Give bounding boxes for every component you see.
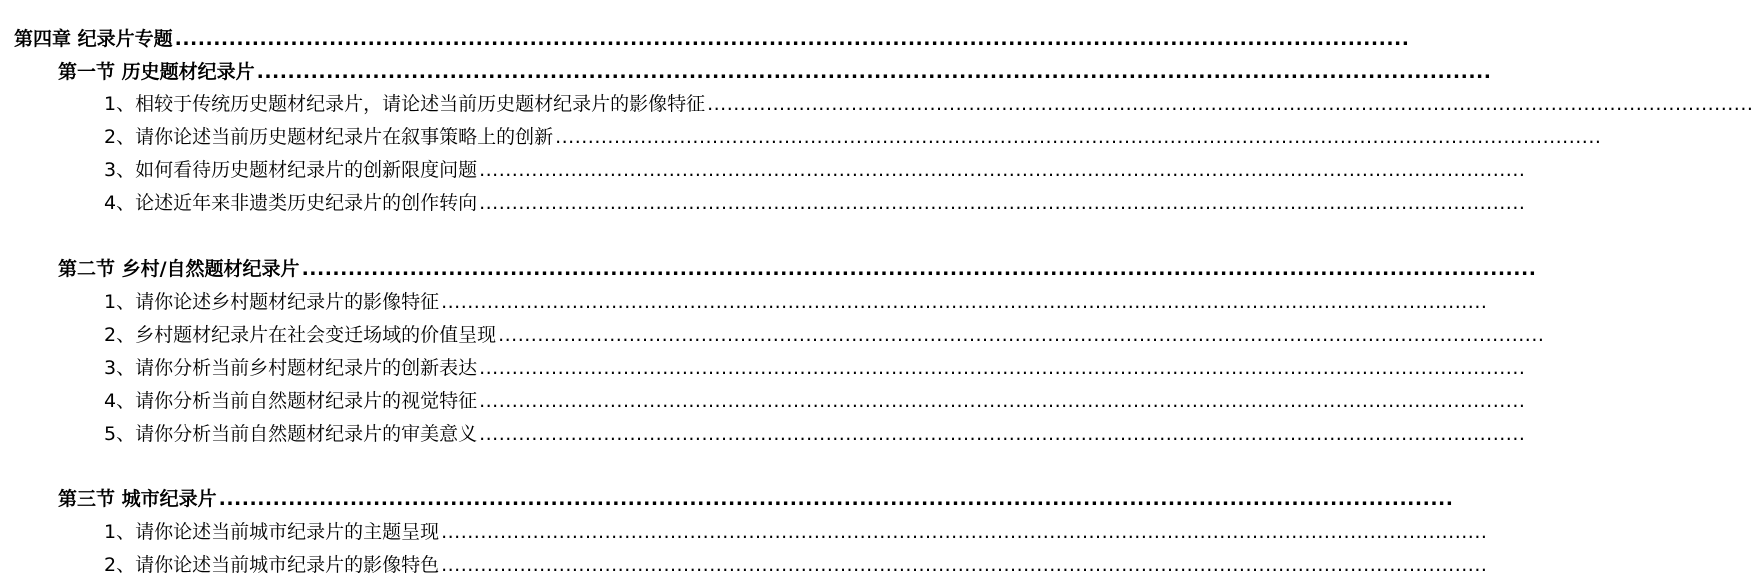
section-title: 第三节 城市纪录片: [58, 488, 217, 510]
toc-item[interactable]: [104, 188, 1526, 220]
section-title: 第一节 历史题材纪录片: [58, 61, 255, 83]
toc-item-label: 3、如何看待历史题材纪录片的创新限度问题: [104, 159, 478, 181]
toc-item[interactable]: [104, 550, 1488, 582]
toc-item-label: 1、请你论述当前城市纪录片的主题呈现: [104, 521, 440, 543]
toc-item[interactable]: [104, 89, 1753, 121]
dot-leader: ................................................................................................................................................................: [479, 423, 1526, 445]
toc-item[interactable]: [104, 353, 1526, 385]
dot-leader: ................................................................................................................................................................: [441, 554, 1488, 576]
dot-leader: ................................................................................................................................................................: [479, 357, 1526, 379]
toc-item[interactable]: [104, 287, 1488, 319]
toc-item-label: 2、乡村题材纪录片在社会变迁场域的价值呈现: [104, 324, 497, 346]
toc-item-label: 3、请你分析当前乡村题材纪录片的创新表达: [104, 357, 478, 379]
toc-item-label: 1、相较于传统历史题材纪录片，请论述当前历史题材纪录片的影像特征: [104, 93, 706, 115]
toc-item-label: 5、请你分析当前自然题材纪录片的审美意义: [104, 423, 478, 445]
toc-item-label: 2、请你论述当前历史题材纪录片在叙事策略上的创新: [104, 126, 554, 148]
toc-item-label: 4、请你分析当前自然题材纪录片的视觉特征: [104, 390, 478, 412]
toc-item[interactable]: [104, 122, 1602, 154]
toc-item[interactable]: [104, 155, 1526, 187]
dot-leader: ................................................................................................................................................................: [498, 324, 1545, 346]
dot-leader: ................................................................................................................................................................: [707, 93, 1753, 115]
toc-item[interactable]: [104, 320, 1545, 352]
dot-leader: ................................................................................................................................................................: [441, 521, 1488, 543]
dot-leader: ................................................................................................................................................................: [479, 159, 1526, 181]
dot-leader: ................................................................................................................................................................: [174, 28, 1410, 50]
dot-leader: ................................................................................................................................................................: [555, 126, 1602, 148]
toc-item-label: 1、请你论述乡村题材纪录片的影像特征: [104, 291, 440, 313]
toc-item-label: 4、论述近年来非遗类历史纪录片的创作转向: [104, 192, 478, 214]
dot-leader: ................................................................................................................................................................: [479, 390, 1526, 412]
dot-leader: ................................................................................................................................................................: [256, 61, 1492, 83]
section-heading[interactable]: [58, 484, 1454, 516]
dot-leader: ................................................................................................................................................................: [218, 488, 1454, 510]
toc-item[interactable]: [104, 386, 1526, 418]
section-heading[interactable]: [58, 254, 1537, 286]
toc-item[interactable]: [104, 419, 1526, 451]
section-title: 第二节 乡村/自然题材纪录片: [58, 258, 300, 280]
dot-leader: ................................................................................................................................................................: [441, 291, 1488, 313]
dot-leader: ................................................................................................................................................................: [479, 192, 1526, 214]
chapter-title: 第四章 纪录片专题: [14, 28, 173, 50]
dot-leader: ................................................................................................................................................................: [301, 258, 1537, 280]
section-heading[interactable]: [58, 57, 1492, 89]
chapter-heading[interactable]: [14, 24, 1410, 56]
toc-item-label: 2、请你论述当前城市纪录片的影像特色: [104, 554, 440, 576]
toc-item[interactable]: [104, 517, 1488, 549]
